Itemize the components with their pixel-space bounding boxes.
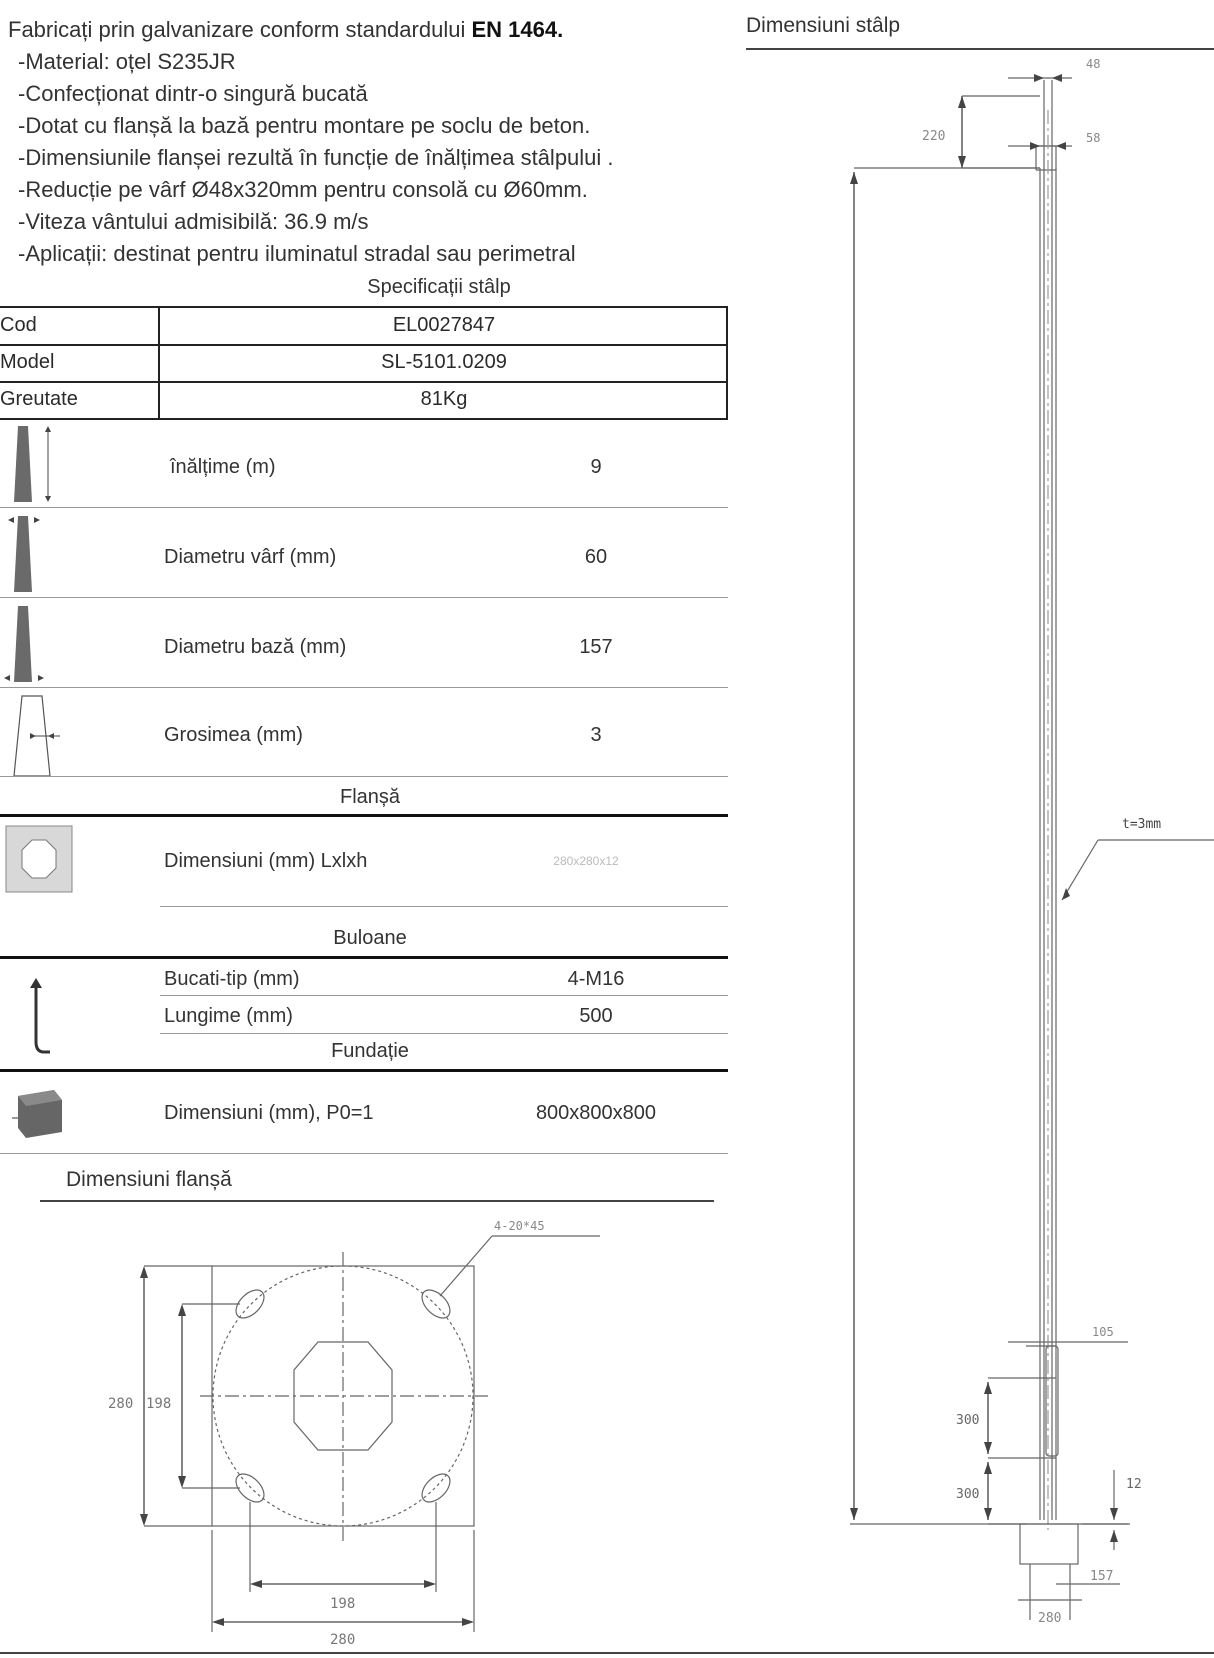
bullet-item: -Viteza vântului admisibilă: 36.9 m/s: [18, 209, 369, 234]
spec-row-code: [0, 308, 728, 344]
dim-300a: 300: [956, 1413, 980, 1428]
foundation-block-icon: [4, 1082, 68, 1146]
page-bottom-rule: [0, 1652, 1214, 1654]
pole-height-icon: [14, 426, 51, 502]
spec-title: Specificații stâlp: [367, 276, 511, 298]
bullet-item: -Confecționat dintr-o singură bucată: [18, 81, 368, 106]
param-label: Diametru bază (mm): [164, 636, 347, 658]
bolt-label: Lungime (mm): [164, 1005, 293, 1027]
bullet-item: -Reducție pe vârf Ø48x320mm pentru consolă cu Ø60mm.: [18, 177, 588, 202]
hole-label: 4-20*45: [494, 1219, 545, 1233]
bullet-item: -Dimensiunile flanșei rezultă în funcție de înălțimea stâlpului .: [18, 145, 614, 170]
foundation-label: Dimensiuni (mm), P0=1: [164, 1102, 374, 1124]
standard-line: Fabricați prin galvanizare conform standardului EN 1464.: [8, 17, 564, 42]
spec-value: 81Kg: [420, 388, 468, 410]
dim-105: 105: [1092, 1325, 1114, 1339]
pole-icons: [0, 420, 80, 780]
bolts-title: Buloane: [333, 927, 407, 949]
spec-table: [0, 306, 728, 420]
bullet-item: -Material: oțel S235JR: [18, 49, 236, 74]
standard-name: EN 1464.: [471, 17, 564, 42]
flange-plate-icon: [4, 824, 76, 896]
dim-12: 12: [1126, 1477, 1142, 1492]
spec-key: Greutate: [0, 388, 78, 410]
bolt-label: Bucati-tip (mm): [164, 968, 300, 990]
spec-key: Model: [0, 351, 55, 373]
intro-text: [8, 14, 708, 270]
flange-value: 280x280x12: [553, 854, 619, 868]
pole-thickness-icon: [14, 696, 60, 776]
dim-157: 157: [1090, 1569, 1114, 1584]
param-label: înălțime (m): [170, 456, 276, 478]
spec-row-model: [0, 345, 728, 381]
dim-280: 280: [1038, 1611, 1062, 1626]
spec-value: EL0027847: [392, 314, 496, 336]
pole-drawing-title: Dimensiuni stâlp: [746, 14, 901, 37]
param-value: 157: [579, 636, 613, 658]
pole-drawing: [830, 50, 1214, 1640]
dim-300b: 300: [956, 1487, 980, 1502]
spec-row-weight: [0, 382, 728, 418]
foundation-title: Fundație: [331, 1040, 409, 1062]
dim-top: 48: [1086, 57, 1101, 71]
anchor-bolt-icon: [20, 978, 60, 1058]
spec-value: SL-5101.0209: [381, 351, 507, 373]
bullet-item: -Dotat cu flanșă la bază pentru montare pe soclu de beton.: [18, 113, 591, 138]
dim-top2: 58: [1086, 131, 1101, 145]
dim-outer-h: 280: [330, 1632, 356, 1648]
param-value: 3: [590, 724, 602, 746]
bolt-value: 4-M16: [567, 968, 625, 990]
flange-title: Flanșă: [339, 786, 401, 808]
dim-inner-h: 198: [330, 1596, 356, 1612]
dim-outer-v: 280: [108, 1396, 134, 1412]
dim-inner-v: 198: [146, 1396, 172, 1412]
flange-label: Dimensiuni (mm) Lxlxh: [164, 850, 368, 872]
param-value: 9: [590, 456, 602, 478]
param-value: 60: [584, 546, 608, 568]
pole-base-diameter-icon: [4, 606, 44, 682]
param-label: Diametru vârf (mm): [164, 546, 337, 568]
spec-key: Cod: [0, 314, 37, 336]
bullet-item: -Aplicații: destinat pentru iluminatul stradal sau perimetral: [18, 241, 576, 266]
thickness-label: t=3mm: [1122, 817, 1162, 832]
pole-top-diameter-icon: [8, 516, 40, 592]
foundation-value: 800x800x800: [535, 1102, 657, 1124]
bolt-value: 500: [579, 1005, 613, 1027]
param-label: Grosimea (mm): [164, 724, 303, 746]
dim-220: 220: [922, 129, 946, 144]
flange-drawing-title: Dimensiuni flanșă: [66, 1168, 232, 1191]
flange-drawing: [100, 1212, 620, 1652]
